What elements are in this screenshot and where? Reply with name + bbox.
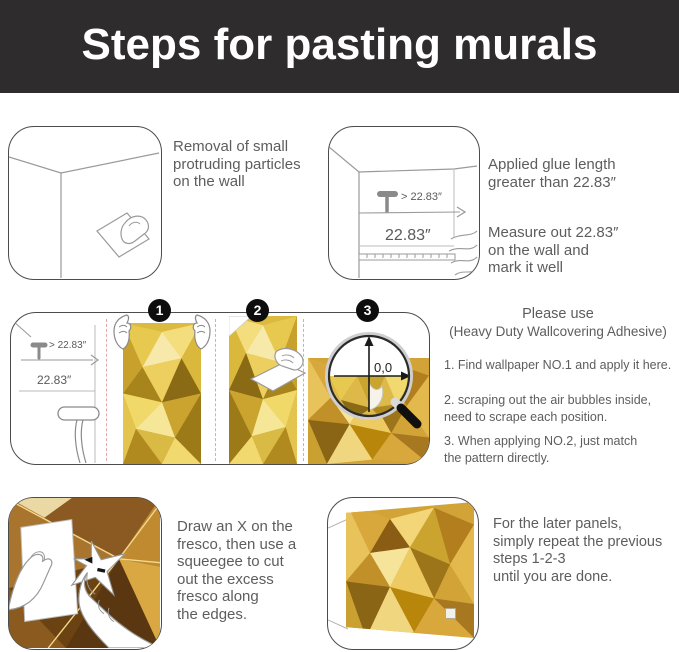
step-badge-2: 2 (246, 299, 269, 322)
caption-line: Draw an X on the (177, 518, 293, 535)
instruction-item-3 (444, 433, 637, 466)
hand-icon (109, 313, 133, 351)
ruler-icon (359, 254, 455, 260)
magnifier-icon (319, 326, 423, 430)
squeegee-hand-icon (249, 347, 307, 393)
wallpaper-strip-1 (123, 323, 201, 464)
instruction-line: need to scrape each position. (444, 409, 608, 424)
panel-repeat (327, 497, 479, 650)
instruction-line: 3. When applying NO.2, just match (444, 434, 638, 448)
step-badge-1: 1 (148, 299, 171, 322)
panel-steps (10, 312, 430, 465)
instruction-item-2 (444, 392, 651, 425)
paint-roller-icon (58, 407, 99, 463)
caption-line: steps 1-2-3 (493, 551, 566, 567)
caption-glue-length (488, 156, 616, 191)
caption-line: until you are done. (493, 568, 613, 585)
panel-glue-measure (328, 126, 480, 280)
caption-line: squeegee to cut (177, 553, 284, 570)
caption-line: fresco, then use a (177, 535, 297, 553)
caption-line: Removal of small (173, 138, 289, 155)
instruction-line: the pattern directly. (444, 450, 550, 465)
caption-measure-mark (488, 224, 618, 277)
caption-line: protruding particles (173, 155, 301, 173)
instruction-line: 1. Find wallpaper NO.1 and apply it here. (444, 358, 672, 372)
panel-wall-prep (8, 126, 162, 280)
panel-cut-fresco (8, 497, 162, 650)
wall-socket (445, 608, 456, 619)
caption-line: fresco along (177, 588, 259, 605)
caption-line: simply repeat the previous (493, 533, 663, 550)
caption-line: on the wall (173, 173, 245, 190)
fabric-fold-icon (449, 231, 477, 275)
step-badge-3: 3 (356, 299, 379, 322)
instruction-line: 2. scraping out the air bubbles inside, (444, 393, 652, 407)
adhesive-subheading: (Heavy Duty Wallcovering Adhesive) (449, 324, 667, 339)
page-title: Steps for pasting murals (81, 20, 598, 69)
dashed-guide (106, 319, 107, 461)
caption-repeat (493, 516, 662, 586)
width-label: 22.83″ (37, 373, 72, 387)
caption-line: the edges. (177, 605, 248, 623)
caption-line: Applied glue length (488, 156, 616, 173)
glue-tool-icon (33, 345, 45, 358)
caption-cut-fresco (177, 518, 296, 623)
glue-tool-icon (380, 194, 395, 211)
dashed-guide (215, 319, 216, 461)
wall-corner-drawing (9, 127, 160, 278)
header-bar (0, 0, 679, 93)
tool-arrow-label: > 22.83″ (49, 340, 87, 351)
caption-line: Measure out 22.83″ (488, 224, 619, 241)
tool-arrow-label: > 22.83″ (401, 191, 442, 203)
hand-icon (191, 313, 215, 351)
cut-fresco-drawing (9, 498, 160, 648)
caption-wall-prep (173, 138, 301, 191)
origin-label: 0,0 (374, 360, 393, 375)
instruction-item-1 (444, 357, 671, 374)
caption-line: on the wall and (488, 241, 589, 259)
caption-line: greater than 22.83″ (488, 173, 616, 191)
caption-line: out the excess (177, 570, 274, 588)
adhesive-heading: Please use (522, 306, 594, 322)
width-label: 22.83″ (385, 227, 431, 244)
caption-line: For the later panels, (493, 516, 622, 532)
caption-line: mark it well (488, 259, 564, 276)
